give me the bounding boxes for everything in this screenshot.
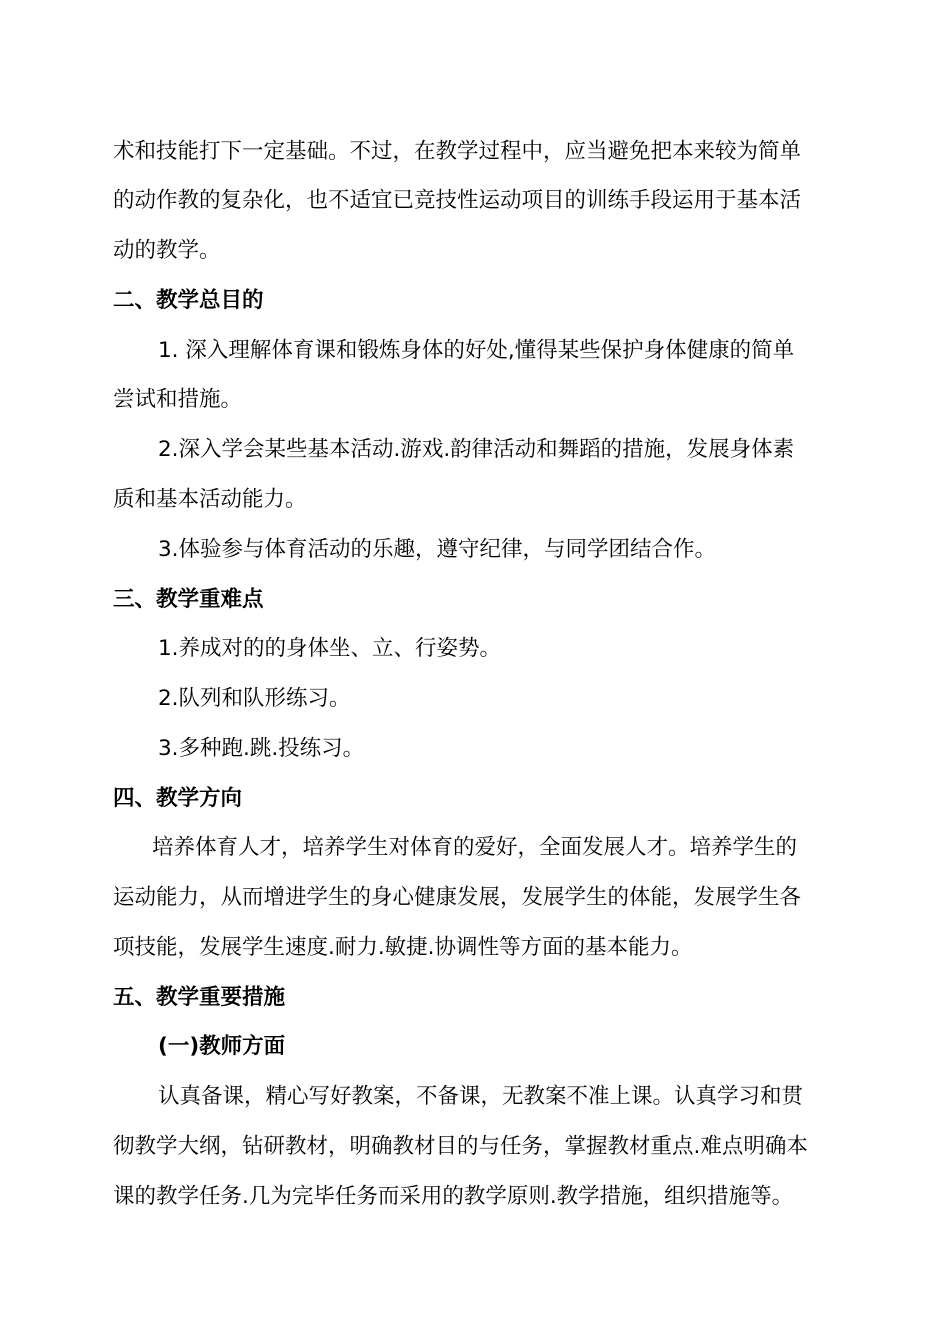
list-item: 1. 深入理解体育课和锻炼身体的好处,懂得某些保护身体健康的简单 [158, 338, 795, 363]
list-item: 2.深入学会某些基本活动.游戏.韵律活动和舞蹈的措施，发展身体素 [158, 437, 795, 462]
body-text-line: 质和基本活动能力。 [113, 487, 307, 512]
section-heading: 五、教学重要措施 [113, 985, 286, 1010]
body-text-line: 彻教学大纲，钻研教材，明确教材目的与任务，掌握教材重点.难点明确本 [113, 1134, 808, 1159]
body-text-line: 项技能，发展学生速度.耐力.敏捷.协调性等方面的基本能力。 [113, 935, 693, 960]
body-text-line: 术和技能打下一定基础。不过，在教学过程中，应当避免把本来较为简单 [113, 139, 802, 164]
section-heading: 三、教学重难点 [113, 587, 264, 612]
subsection-heading: (一)教师方面 [158, 1034, 286, 1059]
body-text-line: 运动能力，从而增进学生的身心健康发展，发展学生的体能，发展学生各 [113, 885, 802, 910]
body-text-line: 课的教学任务.几为完毕任务而采用的教学原则.教学措施，组织措施等。 [113, 1184, 794, 1209]
body-text-line: 动的教学。 [113, 238, 221, 263]
list-item: 1.养成对的的身体坐、立、行姿势。 [158, 636, 502, 661]
body-text-line: 认真备课，精心写好教案，不备课，无教案不准上课。认真学习和贯 [158, 1084, 804, 1109]
list-item: 2.队列和队形练习。 [158, 686, 351, 711]
list-item: 3.体验参与体育活动的乐趣，遵守纪律，与同学团结合作。 [158, 537, 717, 562]
section-heading: 四、教学方向 [113, 786, 243, 811]
body-text-line: 的动作教的复杂化，也不适宜已竞技性运动项目的训练手段运用于基本活 [113, 188, 802, 213]
body-text-line: 培养体育人才，培养学生对体育的爱好，全面发展人才。培养学生的 [152, 835, 798, 860]
section-heading: 二、教学总目的 [113, 288, 264, 313]
body-text-line: 尝试和措施。 [113, 387, 243, 412]
list-item: 3.多种跑.跳.投练习。 [158, 736, 365, 761]
